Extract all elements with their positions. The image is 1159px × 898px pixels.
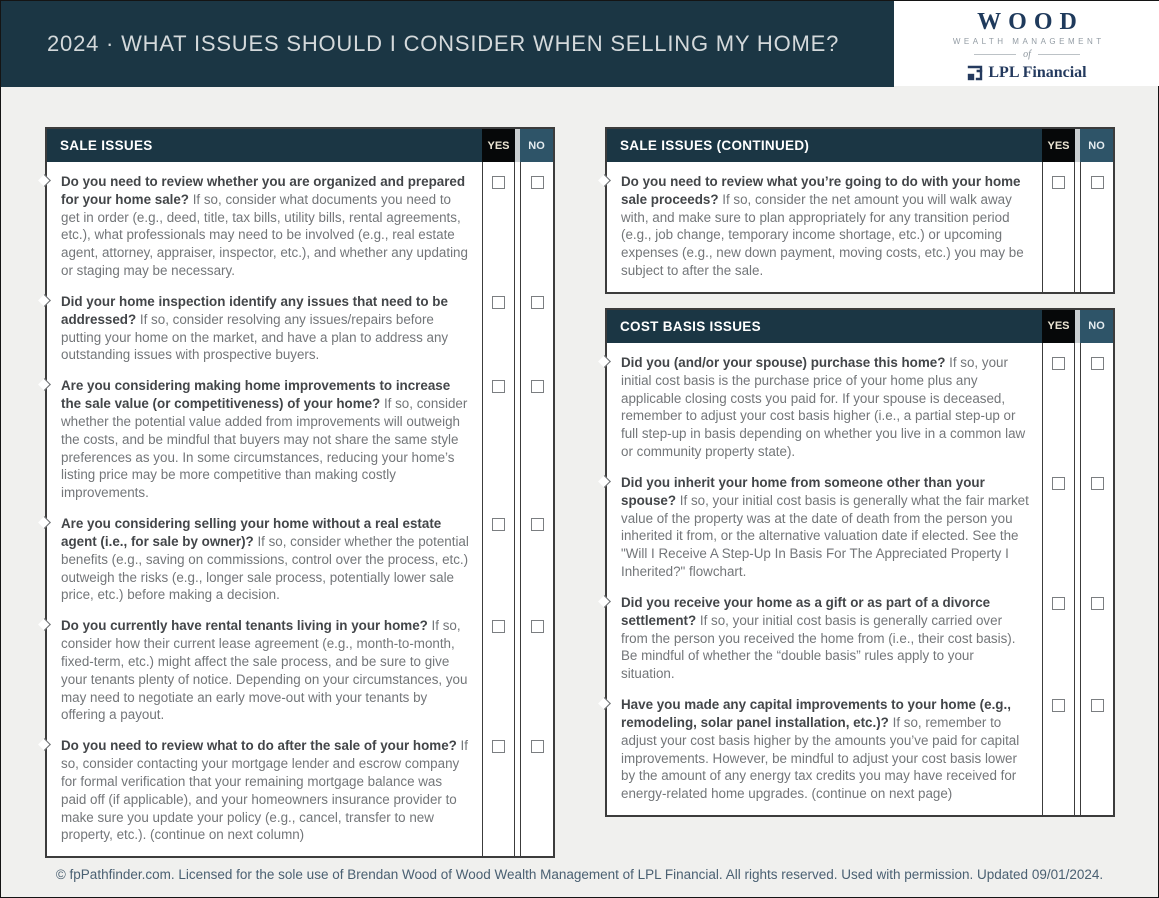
question-text: Did you receive your home as a gift or as part of a divorce settlement?: [621, 594, 991, 628]
no-checkbox[interactable]: [531, 296, 544, 309]
checklist-content: [45, 127, 1115, 858]
question-item: [47, 162, 482, 282]
question-detail-text: If so, consider the net amount you will walk away with, and make sure to plan appropriately for any transition period (e.g., job change, temporary income shortage, etc.) or upcoming expenses (e.g., new down payment, moving costs, etc.) you may be subject to after the sale.: [621, 191, 1024, 279]
page-title: 2024 · WHAT ISSUES SHOULD I CONSIDER WHEN SELLING MY HOME?: [47, 31, 840, 56]
section-title: SALE ISSUES: [60, 138, 153, 153]
yes-checkbox[interactable]: [492, 740, 505, 753]
yes-column-header: YES: [1042, 129, 1075, 162]
chevron-bullet-icon: [598, 355, 611, 368]
yes-checkbox[interactable]: [492, 380, 505, 393]
yes-cell: [482, 162, 515, 282]
question-detail-text: If so, consider whether the potential benefits (e.g., saving on commissions, control over the process, etc.) outweigh the risks (e.g., longer sale process, potentially lower sale price, etc.) before making a decision.: [61, 533, 469, 603]
yes-cell: [482, 282, 515, 366]
question-text: Do you need to review what you’re going to do with your home sale proceeds?: [621, 174, 1021, 207]
yes-checkbox[interactable]: [492, 518, 505, 531]
chevron-bullet-icon: [598, 595, 611, 608]
no-cell: [520, 162, 553, 282]
question-item: [607, 463, 1042, 583]
question-text: Have you made any capital improvements to your home (e.g., remodeling, solar panel installation, etc.)?: [621, 697, 1011, 730]
chevron-bullet-icon: [38, 618, 51, 631]
right-column: [605, 127, 1115, 817]
divider-line: [1038, 54, 1080, 55]
section-body: [607, 343, 1113, 815]
question-text: Did you inherit your home from someone other than your spouse?: [621, 474, 985, 508]
yes-checkbox[interactable]: [492, 296, 505, 309]
yes-checkbox[interactable]: [1052, 597, 1065, 610]
chevron-bullet-icon: [598, 697, 611, 710]
question-detail-text: If so, your initial cost basis is generally what the fair market value of the property was at the date of death from the person you inherited it from, or the alternative valuation date if elected. See the "Will I Receive A Step-Up In Basis For The Appreciated Property I Inherited?" flowchart.: [621, 492, 1029, 580]
yes-cell: [1042, 343, 1075, 463]
wood-logo-text: WOOD: [977, 8, 1084, 35]
yes-checkbox[interactable]: [492, 620, 505, 633]
no-checkbox[interactable]: [1091, 699, 1104, 712]
chevron-bullet-icon: [598, 475, 611, 488]
yes-checkbox[interactable]: [1052, 357, 1065, 370]
left-column: [45, 127, 555, 858]
divider-line: [974, 54, 1016, 55]
section-header: [607, 310, 1113, 343]
section-header: [607, 129, 1113, 162]
yes-column-header: YES: [482, 129, 515, 162]
question-detail-text: If so, your initial cost basis is generally carried over from the person you received the home from (i.e., their cost basis). Be mindful of whether the “double basis” rules apply to your situation.: [621, 612, 1016, 682]
chevron-bullet-icon: [38, 738, 51, 751]
question-detail-text: If so, consider how their current lease agreement (e.g., month-to-month, fixed-term, etc.) might affect the sale process, and be sure to give your tenants plenty of notice. Depending on your circumstances, you may need to negotiate an early move-out with your tenants by offering a payout.: [61, 618, 468, 723]
yes-cell: [482, 504, 515, 606]
chevron-bullet-icon: [38, 174, 51, 187]
no-checkbox[interactable]: [531, 740, 544, 753]
section-body: [47, 162, 553, 856]
no-checkbox[interactable]: [531, 380, 544, 393]
no-cell: [520, 726, 553, 856]
no-cell: [520, 282, 553, 366]
question-text: Did you (and/or your spouse) purchase this home?: [621, 354, 950, 370]
section-body: [607, 162, 1113, 292]
no-checkbox[interactable]: [531, 620, 544, 633]
section-header: [47, 129, 553, 162]
question-item: [607, 162, 1042, 292]
lpl-financial-text: LPL Financial: [988, 63, 1087, 81]
question-detail-text: If so, consider what documents you need to get in order (e.g., deed, title, tax bills, utility bills, rental agreements, etc.), what professionals may need to be involved (e.g., real estate agent, attorney, appraiser, inspector, etc.), and whether any updating or staging may be necessary.: [61, 191, 468, 279]
question-item: [607, 343, 1042, 463]
chevron-bullet-icon: [598, 174, 611, 187]
yes-checkbox[interactable]: [492, 176, 505, 189]
question-detail-text: If so, remember to adjust your cost basis higher by the amounts you’ve paid for capital improvements. However, be mindful to adjust your cost basis lower by the amount of any energy tax credits you may have received for energy-related home upgrades. (continue on next page): [621, 714, 1020, 802]
yes-column-header: YES: [1042, 310, 1075, 343]
yes-cell: [1042, 162, 1075, 292]
yes-checkbox[interactable]: [1052, 699, 1065, 712]
question-text: Are you considering making home improvements to increase the sale value (or competitiveness) of your home?: [61, 378, 451, 412]
no-checkbox[interactable]: [1091, 357, 1104, 370]
no-cell: [1080, 162, 1113, 292]
no-cell: [520, 504, 553, 606]
checklist-section: [605, 127, 1115, 294]
question-detail-text: If so, consider resolving any issues/repairs before putting your home on the market, and have a plan to address any outstanding issues with prospective buyers.: [61, 311, 449, 363]
no-cell: [520, 606, 553, 726]
no-checkbox[interactable]: [1091, 176, 1104, 189]
question-item: [607, 583, 1042, 685]
checklist-section: [45, 127, 555, 858]
footer-license-text: © fpPathfinder.com. Licensed for the sole use of Brendan Wood of Wood Wealth Management of LPL Financial. All rights reserved. Used with permission. Updated 09/01/2024.: [55, 867, 1104, 882]
question-detail-text: If so, your initial cost basis is the purchase price of your home plus any applicable closing costs you paid for. If your spouse is deceased, remember to adjust your cost basis higher (i.e., a partial step-up or full step-up in basis depending on whether you live in a common law or community property state).: [621, 354, 1026, 460]
lpl-financial-icon: [967, 65, 983, 81]
question-text: Do you need to review what to do after the sale of your home?: [61, 738, 461, 754]
no-column-header: NO: [1080, 129, 1113, 162]
yes-cell: [482, 366, 515, 504]
no-column-header: NO: [1080, 310, 1113, 343]
no-checkbox[interactable]: [531, 176, 544, 189]
question-text: Do you currently have rental tenants living in your home?: [61, 618, 432, 634]
question-item: [607, 685, 1042, 815]
question-text: Are you considering selling your home without a real estate agent (i.e., for sale by owner)?: [61, 516, 442, 549]
no-checkbox[interactable]: [1091, 477, 1104, 490]
question-item: [47, 726, 482, 856]
yes-cell: [482, 726, 515, 856]
question-item: [47, 366, 482, 504]
yes-cell: [1042, 685, 1075, 815]
question-item: [47, 606, 482, 726]
chevron-bullet-icon: [38, 378, 51, 391]
yes-checkbox[interactable]: [1052, 176, 1065, 189]
question-item: [47, 504, 482, 606]
no-cell: [1080, 463, 1113, 583]
question-detail-text: If so, consider contacting your mortgage lender and escrow company for formal verification that your remaining mortgage balance was paid off (if applicable), and your homeowners insurance provider to make sure you update your policy (e.g., cancel, transfer to new property, etc.). (continue on next column): [61, 738, 468, 843]
yes-cell: [1042, 463, 1075, 583]
question-text: Did your home inspection identify any issues that need to be addressed?: [61, 293, 448, 327]
no-cell: [1080, 583, 1113, 685]
chevron-bullet-icon: [38, 294, 51, 307]
wealth-management-text: WEALTH MANAGEMENT: [952, 36, 1105, 46]
yes-cell: [482, 606, 515, 726]
no-checkbox[interactable]: [1091, 597, 1104, 610]
question-item: [47, 282, 482, 366]
footer: [1, 843, 1158, 897]
logo-of-text: of: [1023, 48, 1031, 60]
chevron-bullet-icon: [38, 516, 51, 529]
yes-checkbox[interactable]: [1052, 477, 1065, 490]
no-checkbox[interactable]: [531, 518, 544, 531]
section-title: SALE ISSUES (CONTINUED): [620, 138, 810, 153]
no-cell: [520, 366, 553, 504]
section-title: COST BASIS ISSUES: [620, 318, 761, 334]
question-text: Do you need to review whether you are organized and prepared for your home sale?: [61, 174, 466, 207]
lpl-logo: [967, 64, 1086, 82]
checklist-section: [605, 308, 1115, 817]
logo-of-divider: [974, 49, 1080, 60]
firm-logo: [894, 1, 1159, 86]
no-cell: [1080, 685, 1113, 815]
no-column-header: NO: [520, 129, 553, 162]
yes-cell: [1042, 583, 1075, 685]
question-detail-text: If so, consider whether the potential value added from improvements will outweigh the costs, and be mindful that buyers may not share the same style preferences as you. In some circumstances, reducing your home’s listing price may be more competitive than making costly improvements.: [61, 396, 468, 501]
no-cell: [1080, 343, 1113, 463]
